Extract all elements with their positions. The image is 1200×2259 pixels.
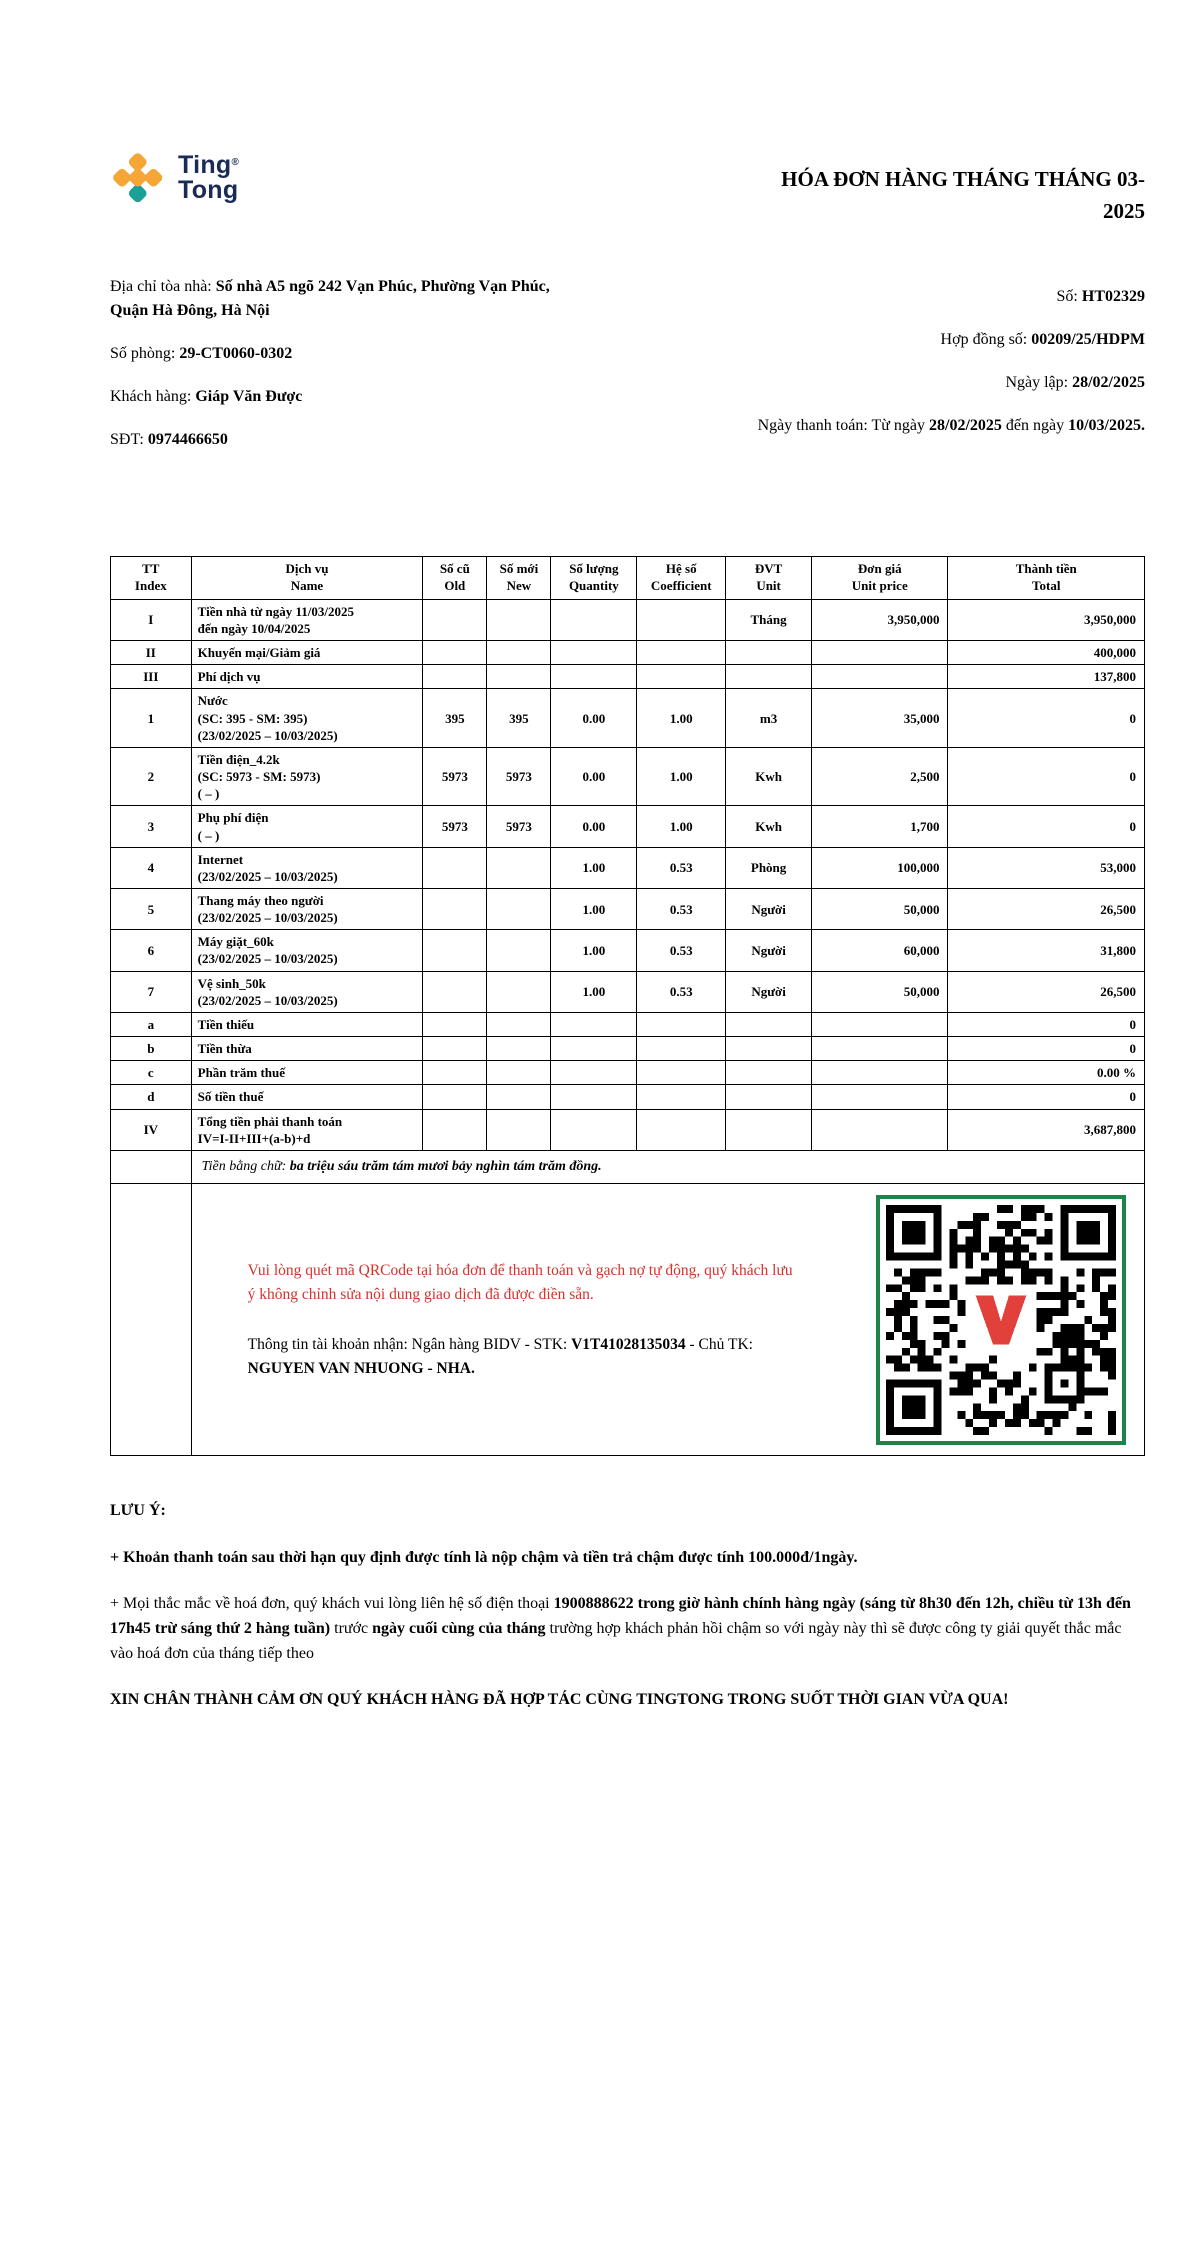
cell-index: III <box>111 665 192 689</box>
info-line <box>745 328 1145 352</box>
cell-index: II <box>111 641 192 665</box>
cell-total: 0 <box>948 747 1145 805</box>
text-run: Khách hàng: <box>110 388 196 405</box>
cell-index-empty <box>111 1150 192 1183</box>
cell-name: Phần trăm thuế <box>191 1061 423 1085</box>
cell-qty: 0.00 <box>551 689 637 747</box>
qr-section <box>206 1195 1130 1445</box>
cell-coef: 1.00 <box>637 747 726 805</box>
amount-in-words-row <box>111 1150 1145 1183</box>
column-header: Dịch vụ Name <box>191 557 423 600</box>
text-run: Số phòng: <box>110 345 180 362</box>
cell-total: 53,000 <box>948 847 1145 888</box>
text-run: 28/02/2025 <box>929 417 1002 434</box>
cell-new <box>487 847 551 888</box>
text-run: trường hợp khách phản hồi chậm so với ngày này thì sẽ được công ty giải quyết thắc mắc vào hoá đơn của tháng tiếp theo <box>110 1619 1122 1662</box>
text-run: 0974466650 <box>147 431 228 448</box>
table-row <box>111 971 1145 1012</box>
footer-notes <box>110 1502 1145 1712</box>
text-run: SĐT: <box>110 431 148 448</box>
cell-index: b <box>111 1037 192 1061</box>
table-header-row <box>111 557 1145 600</box>
table-row <box>111 689 1145 747</box>
cell-name: Vệ sinh_50k (23/02/2025 – 10/03/2025) <box>191 971 423 1012</box>
table-row <box>111 888 1145 929</box>
table-row <box>111 806 1145 847</box>
cell-qty <box>551 665 637 689</box>
cell-qty: 0.00 <box>551 747 637 805</box>
cell-qty <box>551 1061 637 1085</box>
info-section <box>110 275 1145 471</box>
text-run: Hợp đồng số: <box>940 331 1032 348</box>
text-run: HT02329 <box>1081 288 1145 305</box>
cell-unit <box>726 641 812 665</box>
cell-unit <box>726 1061 812 1085</box>
cell-new <box>487 971 551 1012</box>
cell-qty: 1.00 <box>551 847 637 888</box>
cell-total: 3,687,800 <box>948 1109 1145 1150</box>
column-header: Thành tiền Total <box>948 557 1145 600</box>
table-row <box>111 665 1145 689</box>
cell-old <box>423 1109 487 1150</box>
cell-total: 26,500 <box>948 888 1145 929</box>
table-row <box>111 1085 1145 1109</box>
notes-heading: LƯU Ý: <box>110 1502 166 1520</box>
cell-new <box>487 1012 551 1036</box>
info-line <box>745 371 1145 395</box>
text-run: Số nhà A5 ngõ 242 Vạn Phúc, Phường Vạn Phúc, Quận Hà Đông, Hà Nội <box>110 278 550 319</box>
cell-new <box>487 930 551 971</box>
cell-price: 50,000 <box>812 888 948 929</box>
registered-mark: ® <box>231 156 240 168</box>
table-row <box>111 847 1145 888</box>
logo-line-tong: Tong <box>178 176 239 204</box>
cell-unit <box>726 1085 812 1109</box>
cell-price <box>812 1012 948 1036</box>
qr-section-cell <box>191 1184 1144 1456</box>
cell-name: Tiền nhà từ ngày 11/03/2025 đến ngày 10/04/2025 <box>191 599 423 640</box>
info-line <box>110 342 570 366</box>
cell-total: 0.00 % <box>948 1061 1145 1085</box>
info-line <box>110 385 570 409</box>
cell-index: c <box>111 1061 192 1085</box>
cell-price: 3,950,000 <box>812 599 948 640</box>
cell-unit: Kwh <box>726 747 812 805</box>
cell-coef: 1.00 <box>637 806 726 847</box>
cell-new <box>487 1109 551 1150</box>
header <box>110 150 1145 227</box>
cell-total: 26,500 <box>948 971 1145 1012</box>
column-header: Đơn giá Unit price <box>812 557 948 600</box>
qr-code <box>876 1195 1126 1445</box>
text-run: ngày cuối cùng của tháng <box>372 1619 546 1637</box>
cell-price: 50,000 <box>812 971 948 1012</box>
info-line <box>110 275 570 323</box>
cell-coef <box>637 641 726 665</box>
cell-coef <box>637 1109 726 1150</box>
tingtong-wordmark <box>178 150 240 204</box>
cell-old <box>423 1037 487 1061</box>
logo-line-ting <box>178 150 240 179</box>
cell-total: 0 <box>948 1085 1145 1109</box>
cell-total: 0 <box>948 689 1145 747</box>
cell-unit: Người <box>726 888 812 929</box>
cell-name: Khuyến mại/Giảm giá <box>191 641 423 665</box>
cell-name: Tiền điện_4.2k (SC: 5973 - SM: 5973) ( – ) <box>191 747 423 805</box>
cell-unit <box>726 665 812 689</box>
amount-in-words-value: ba triệu sáu trăm tám mươi bảy nghìn tám trăm đồng. <box>289 1158 602 1174</box>
cell-new: 5973 <box>487 747 551 805</box>
cell-old <box>423 930 487 971</box>
table-row <box>111 1012 1145 1036</box>
cell-name: Số tiền thuế <box>191 1085 423 1109</box>
column-header: TT Index <box>111 557 192 600</box>
cell-index: 7 <box>111 971 192 1012</box>
cell-qty <box>551 1085 637 1109</box>
cell-price: 60,000 <box>812 930 948 971</box>
cell-qty: 0.00 <box>551 806 637 847</box>
text-run: Ngày thanh toán: Từ ngày <box>757 417 930 434</box>
cell-unit: Người <box>726 930 812 971</box>
cell-unit: Tháng <box>726 599 812 640</box>
text-run: Giáp Văn Được <box>195 388 303 405</box>
cell-name: Nước (SC: 395 - SM: 395) (23/02/2025 – 10/03/2025) <box>191 689 423 747</box>
cell-index: 5 <box>111 888 192 929</box>
cell-index: d <box>111 1085 192 1109</box>
qr-code-svg <box>886 1205 1116 1435</box>
cell-total: 3,950,000 <box>948 599 1145 640</box>
invoice-table <box>110 556 1145 1456</box>
info-line <box>110 428 570 452</box>
cell-old <box>423 1012 487 1036</box>
thanks-note: XIN CHÂN THÀNH CẢM ƠN QUÝ KHÁCH HÀNG ĐÃ HỢP TÁC CÙNG TINGTONG TRONG SUỐT THỜI GIAN VỪA QUA! <box>110 1690 1009 1708</box>
invoice-title <box>725 164 1145 227</box>
cell-coef <box>637 1061 726 1085</box>
cell-unit <box>726 1037 812 1061</box>
cell-index: 3 <box>111 806 192 847</box>
table-row <box>111 599 1145 640</box>
cell-price: 1,700 <box>812 806 948 847</box>
cell-price <box>812 1061 948 1085</box>
cell-unit: m3 <box>726 689 812 747</box>
table-row <box>111 1109 1145 1150</box>
cell-total: 0 <box>948 806 1145 847</box>
info-left-column <box>110 275 570 471</box>
cell-coef <box>637 599 726 640</box>
text-run: 29-CT0060-0302 <box>179 345 293 362</box>
cell-coef <box>637 665 726 689</box>
cell-index: I <box>111 599 192 640</box>
cell-old: 5973 <box>423 806 487 847</box>
text-run: V1T41028135034 <box>571 1335 686 1353</box>
cell-index: 2 <box>111 747 192 805</box>
tingtong-logo-icon <box>110 150 166 206</box>
contact-note <box>110 1592 1145 1666</box>
cell-old <box>423 888 487 929</box>
column-header: Số lượng Quantity <box>551 557 637 600</box>
cell-index-empty <box>111 1184 192 1456</box>
cell-new <box>487 1061 551 1085</box>
cell-total: 0 <box>948 1012 1145 1036</box>
cell-name: Phí dịch vụ <box>191 665 423 689</box>
tingtong-logo <box>110 150 239 206</box>
column-header: Hệ số Coefficient <box>637 557 726 600</box>
cell-old <box>423 1085 487 1109</box>
cell-coef: 0.53 <box>637 971 726 1012</box>
cell-old <box>423 665 487 689</box>
cell-price: 100,000 <box>812 847 948 888</box>
text-run: Địa chỉ tòa nhà: <box>110 278 216 295</box>
info-right-column <box>745 275 1145 471</box>
qr-texts <box>206 1259 796 1381</box>
table-row <box>111 641 1145 665</box>
cell-price <box>812 1109 948 1150</box>
cell-old <box>423 847 487 888</box>
table-row <box>111 1061 1145 1085</box>
invoice-table-extra <box>111 1150 1145 1455</box>
cell-qty <box>551 1109 637 1150</box>
cell-new <box>487 1085 551 1109</box>
qr-payment-note: Vui lòng quét mã QRCode tại hóa đơn để thanh toán và gạch nợ tự động, quý khách lưu ý không chỉnh sửa nội dung giao dịch đã được điền sẵn. <box>247 1261 793 1303</box>
cell-new <box>487 1037 551 1061</box>
cell-unit: Phòng <box>726 847 812 888</box>
cell-name: Internet (23/02/2025 – 10/03/2025) <box>191 847 423 888</box>
amount-in-words-cell <box>191 1150 1144 1183</box>
invoice-table-head <box>111 557 1145 600</box>
cell-name: Thang máy theo người (23/02/2025 – 10/03/2025) <box>191 888 423 929</box>
cell-unit <box>726 1109 812 1150</box>
cell-price: 35,000 <box>812 689 948 747</box>
cell-index: 6 <box>111 930 192 971</box>
table-row <box>111 747 1145 805</box>
cell-price <box>812 641 948 665</box>
invoice-title-line-1: HÓA ĐƠN HÀNG THÁNG THÁNG 03- <box>781 167 1145 191</box>
cell-price <box>812 1085 948 1109</box>
cell-unit <box>726 1012 812 1036</box>
text-run: Ngày lập: <box>1005 374 1073 391</box>
cell-name: Tiền thiếu <box>191 1012 423 1036</box>
text-run: trước <box>330 1619 373 1637</box>
text-run: NGUYEN VAN NHUONG - NHA. <box>247 1359 475 1377</box>
cell-total: 0 <box>948 1037 1145 1061</box>
late-payment-note: + Khoản thanh toán sau thời hạn quy định được tính là nộp chậm và tiền trả chậm được tính 100.000đ/1ngày. <box>110 1549 858 1567</box>
cell-new <box>487 599 551 640</box>
column-header: Số cũ Old <box>423 557 487 600</box>
cell-index: a <box>111 1012 192 1036</box>
cell-price: 2,500 <box>812 747 948 805</box>
qr-row <box>111 1184 1145 1456</box>
cell-old: 395 <box>423 689 487 747</box>
cell-total: 31,800 <box>948 930 1145 971</box>
cell-old <box>423 1061 487 1085</box>
text-run: - Chủ TK: <box>685 1335 753 1353</box>
cell-new <box>487 665 551 689</box>
cell-price <box>812 665 948 689</box>
cell-qty <box>551 599 637 640</box>
text-run: đến ngày <box>1001 417 1069 434</box>
text-run: Thông tin tài khoản nhận: Ngân hàng BIDV - STK: <box>247 1335 572 1353</box>
column-header: ĐVT Unit <box>726 557 812 600</box>
cell-index: IV <box>111 1109 192 1150</box>
cell-old <box>423 599 487 640</box>
invoice-table-body <box>111 599 1145 1150</box>
cell-qty: 1.00 <box>551 930 637 971</box>
cell-coef: 0.53 <box>637 888 726 929</box>
cell-name: Tiền thừa <box>191 1037 423 1061</box>
cell-qty <box>551 1037 637 1061</box>
info-line <box>745 285 1145 309</box>
text-run: 10/03/2025. <box>1068 417 1145 434</box>
text-run: 28/02/2025 <box>1072 374 1145 391</box>
bank-account-info <box>248 1333 796 1381</box>
cell-index: 4 <box>111 847 192 888</box>
table-row <box>111 1037 1145 1061</box>
logo-text-ting: Ting <box>178 150 232 179</box>
cell-qty: 1.00 <box>551 971 637 1012</box>
cell-coef: 1.00 <box>637 689 726 747</box>
cell-coef: 0.53 <box>637 847 726 888</box>
cell-name: Tổng tiền phải thanh toán IV=I-II+III+(a-b)+d <box>191 1109 423 1150</box>
cell-index: 1 <box>111 689 192 747</box>
cell-old <box>423 641 487 665</box>
column-header: Số mới New <box>487 557 551 600</box>
cell-new: 395 <box>487 689 551 747</box>
cell-coef <box>637 1012 726 1036</box>
text-run: 1900888622 trong giờ hành chính hàng ngày (sáng từ 8h30 đến 12h, chiều từ 13h đến 17h45 trừ sáng thứ 2 hàng tuần) <box>110 1595 1131 1637</box>
amount-in-words-label: Tiền bằng chữ: <box>201 1158 290 1174</box>
cell-new <box>487 888 551 929</box>
text-run: + Mọi thắc mắc về hoá đơn, quý khách vui lòng liên hệ số điện thoại <box>110 1595 554 1613</box>
cell-coef <box>637 1085 726 1109</box>
cell-new: 5973 <box>487 806 551 847</box>
cell-name: Phụ phí điện ( – ) <box>191 806 423 847</box>
cell-old: 5973 <box>423 747 487 805</box>
cell-coef: 0.53 <box>637 930 726 971</box>
cell-qty: 1.00 <box>551 888 637 929</box>
cell-new <box>487 641 551 665</box>
cell-qty <box>551 641 637 665</box>
table-row <box>111 930 1145 971</box>
cell-name: Máy giặt_60k (23/02/2025 – 10/03/2025) <box>191 930 423 971</box>
cell-coef <box>637 1037 726 1061</box>
invoice-title-line-2: 2025 <box>1103 198 1145 223</box>
cell-qty <box>551 1012 637 1036</box>
cell-total: 137,800 <box>948 665 1145 689</box>
cell-price <box>812 1037 948 1061</box>
info-line <box>745 414 1145 438</box>
cell-unit: Người <box>726 971 812 1012</box>
cell-unit: Kwh <box>726 806 812 847</box>
text-run: Số: <box>1056 288 1082 305</box>
cell-total: 400,000 <box>948 641 1145 665</box>
text-run: 00209/25/HDPM <box>1031 331 1145 348</box>
cell-old <box>423 971 487 1012</box>
